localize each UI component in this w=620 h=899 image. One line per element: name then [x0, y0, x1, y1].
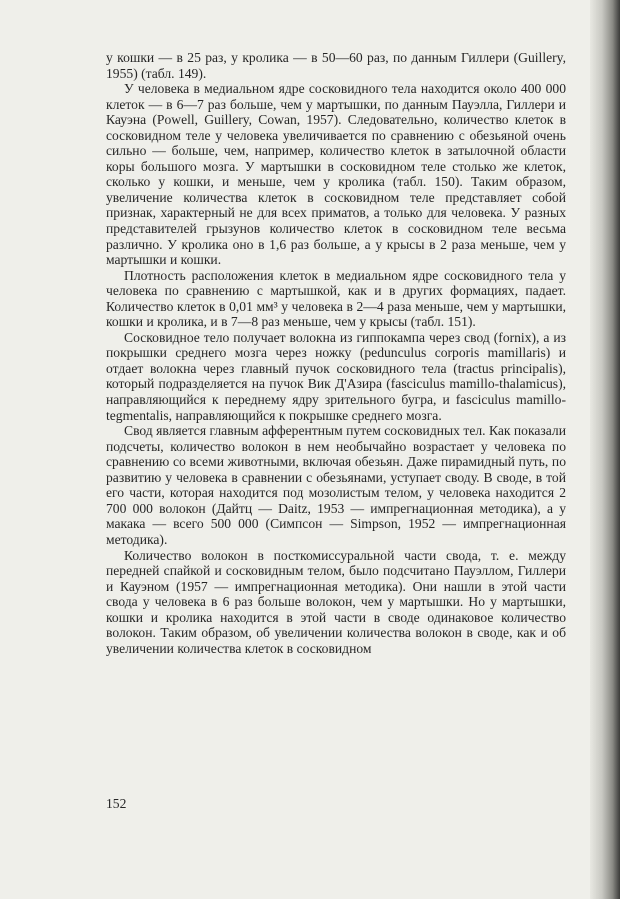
paragraph-continuation: у кошки — в 25 раз, у кролика — в 50—60 раз, по данным Гиллери (Guillery, 1955) (табл. 149). — [106, 50, 566, 81]
scan-page-edge — [590, 0, 620, 899]
paragraph-mamillary-connections: Сосковидное тело получает волокна из гиппокампа через свод (fornix), а из покрышки среднего мозга через ножку (pedunculus corporis mamillaris) и отдает волокна через главный пучок сосковидного тела (tractus principalis), который подразделяется на пучок Вик Д'Азира (fasciculus mamillo-thalamicus), направляющийся к переднему ядру зрительного бугра, и fasciculus mamillo-tegmentalis, направляющийся к покрышке среднего мозга. — [106, 329, 566, 423]
paragraph-mamillary-cell-count: У человека в медиальном ядре сосковидного тела находится около 400 000 клеток — в 6—7 раз больше, чем у мартышки, по данным Пауэлла, Гиллери и Кауэна (Powell, Guillery, Cowan, 1957). Следовательно, количество клеток в сосковидном теле у человека увеличивается по сравнению с обезьяной очень сильно — больше, чем, например, количество клеток в затылочной области коры большого мозга. У мартышки в сосковидном теле столько же клеток, сколько у кошки, и меньше, чем у кролика (табл. 150). Таким образом, увеличение количества клеток в сосковидном теле представляет собой признак, характерный не для всех приматов, а только для человека. У разных представителей грызунов количество клеток в сосковидном теле весьма различно. У кролика оно в 1,6 раз больше, а у крысы в 2 раза меньше, чем у мартышки и кошки. — [106, 81, 566, 268]
paragraph-cell-density: Плотность расположения клеток в медиальном ядре сосковидного тела у человека по сравнению с мартышкой, как и в других формациях, падает. Количество клеток в 0,01 мм³ у человека в 2—4 раза меньше, чем у мартышки, кошки и кролика, и в 7—8 раз меньше, чем у крысы (табл. 151). — [106, 267, 566, 330]
paragraph-postcommissural-fornix: Количество волокон в посткомиссуральной части свода, т. е. между передней спайкой и сосковидным телом, было подсчитано Пауэллом, Гиллери и Кауэном (1957 — импрегнационная методика). Они нашли в этой части свода у человека в 6 раз больше волокон, чем у мартышки. Но у мартышки, кошки и кролика находится в этой части в своде одинаковое количество волокон. Таким образом, об увеличении количества волокон в своде, как и об увеличении количества клеток в сосковидном — [106, 547, 566, 656]
body-text — [106, 50, 566, 656]
page-number: 152 — [106, 796, 127, 811]
paragraph-fornix-fibers: Свод является главным афферентным путем сосковидных тел. Как показали подсчеты, количество волокон в нем необычайно возрастает у человека по сравнению со всеми животными, включая обезьян. Даже пирамидный путь, по развитию у человека в сравнении с обезьянами, уступает своду. В своде, в той его части, которая находится под мозолистым телом, у человека находится 2 700 000 волокон (Дайтц — Daitz, 1953 — импрегнационная методика), а у макака — всего 500 000 (Симпсон — Simpson, 1952 — импрегнационная методика). — [106, 423, 566, 547]
